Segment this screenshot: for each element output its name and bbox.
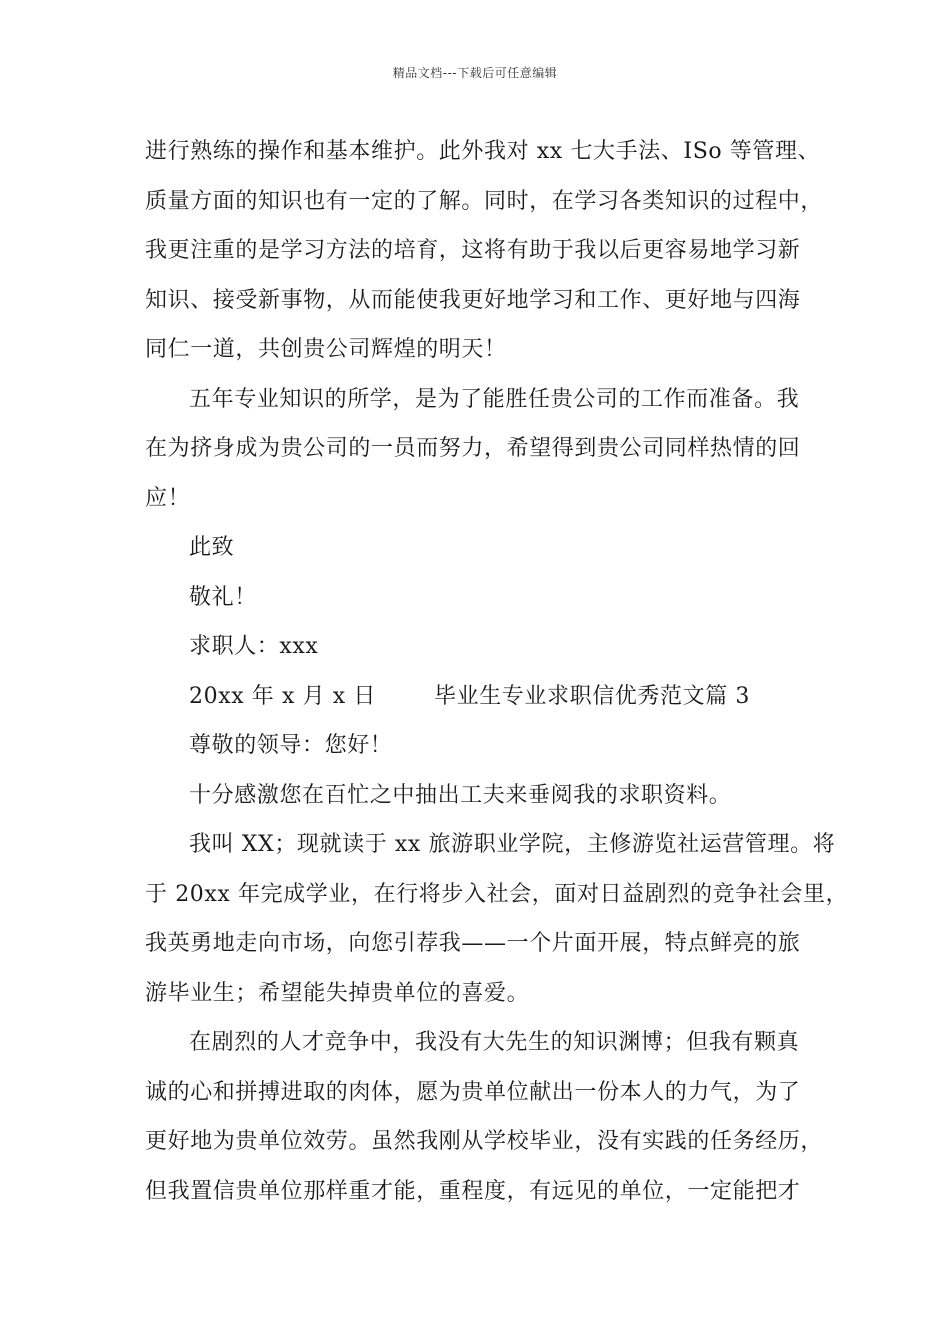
text-line: 于 20xx 年完成学业，在行将步入社会，面对日益剧烈的竞争社会里， bbox=[145, 881, 849, 907]
text-line: 更好地为贵单位效劳。虽然我刚从学校毕业，没有实践的任务经历， bbox=[145, 1129, 824, 1154]
closing-regards: 敬礼！ bbox=[189, 584, 257, 610]
greeting-line: 尊敬的领导：您好！ bbox=[189, 733, 393, 758]
text-line: 我英勇地走向市场，向您引荐我——一个片面开展，特点鲜亮的旅 bbox=[145, 931, 801, 956]
text-line: 但我置信贵单位那样重才能，重程度，有远见的单位，一定能把才 bbox=[145, 1178, 801, 1204]
paragraph-start: 十分感激您在百忙之中抽出工夫来垂阅我的求职资料。 bbox=[189, 782, 732, 808]
date-title-line bbox=[145, 672, 810, 722]
document-body bbox=[145, 127, 849, 1216]
text-line: 质量方面的知识也有一定的了解。同时，在学习各类知识的过程中， bbox=[145, 188, 824, 214]
paragraph-start: 在剧烈的人才竞争中，我没有大先生的知识渊博；但我有颗真 bbox=[189, 1030, 800, 1055]
letter-date: 20xx 年 x 月 x 日 bbox=[189, 683, 376, 709]
text-line: 进行熟练的操作和基本维护。此外我对 xx 七大手法、ISo 等管理、 bbox=[145, 139, 821, 164]
text-line: 游毕业生；希望能失掉贵单位的喜爱。 bbox=[145, 980, 530, 1006]
text-line: 同仁一道，共创贵公司辉煌的明天！ bbox=[145, 337, 507, 362]
text-line: 应！ bbox=[145, 485, 191, 511]
paragraph-start: 我叫 XX；现就读于 xx 旅游职业学院，主修游览社运营管理。将 bbox=[189, 832, 836, 857]
text-line: 诚的心和拼搏进取的肉体，愿为贵单位献出一份本人的力气，为了 bbox=[145, 1079, 801, 1105]
text-line: 在为挤身成为贵公司的一员而努力，希望得到贵公司同样热情的回 bbox=[145, 436, 801, 461]
section-title: 毕业生专业求职信优秀范文篇 3 bbox=[434, 683, 750, 709]
text-line: 我更注重的是学习方法的培育，这将有助于我以后更容易地学习新 bbox=[145, 238, 801, 263]
signature-line: 求职人：xxx bbox=[189, 634, 319, 659]
page-header: 精品文档---下载后可任意编辑 bbox=[392, 66, 558, 80]
text-line: 知识、接受新事物，从而能使我更好地学习和工作、更好地与四海 bbox=[145, 287, 801, 313]
closing-salutation: 此致 bbox=[189, 535, 235, 560]
paragraph-start: 五年专业知识的所学，是为了能胜任贵公司的工作而准备。我 bbox=[189, 386, 800, 412]
